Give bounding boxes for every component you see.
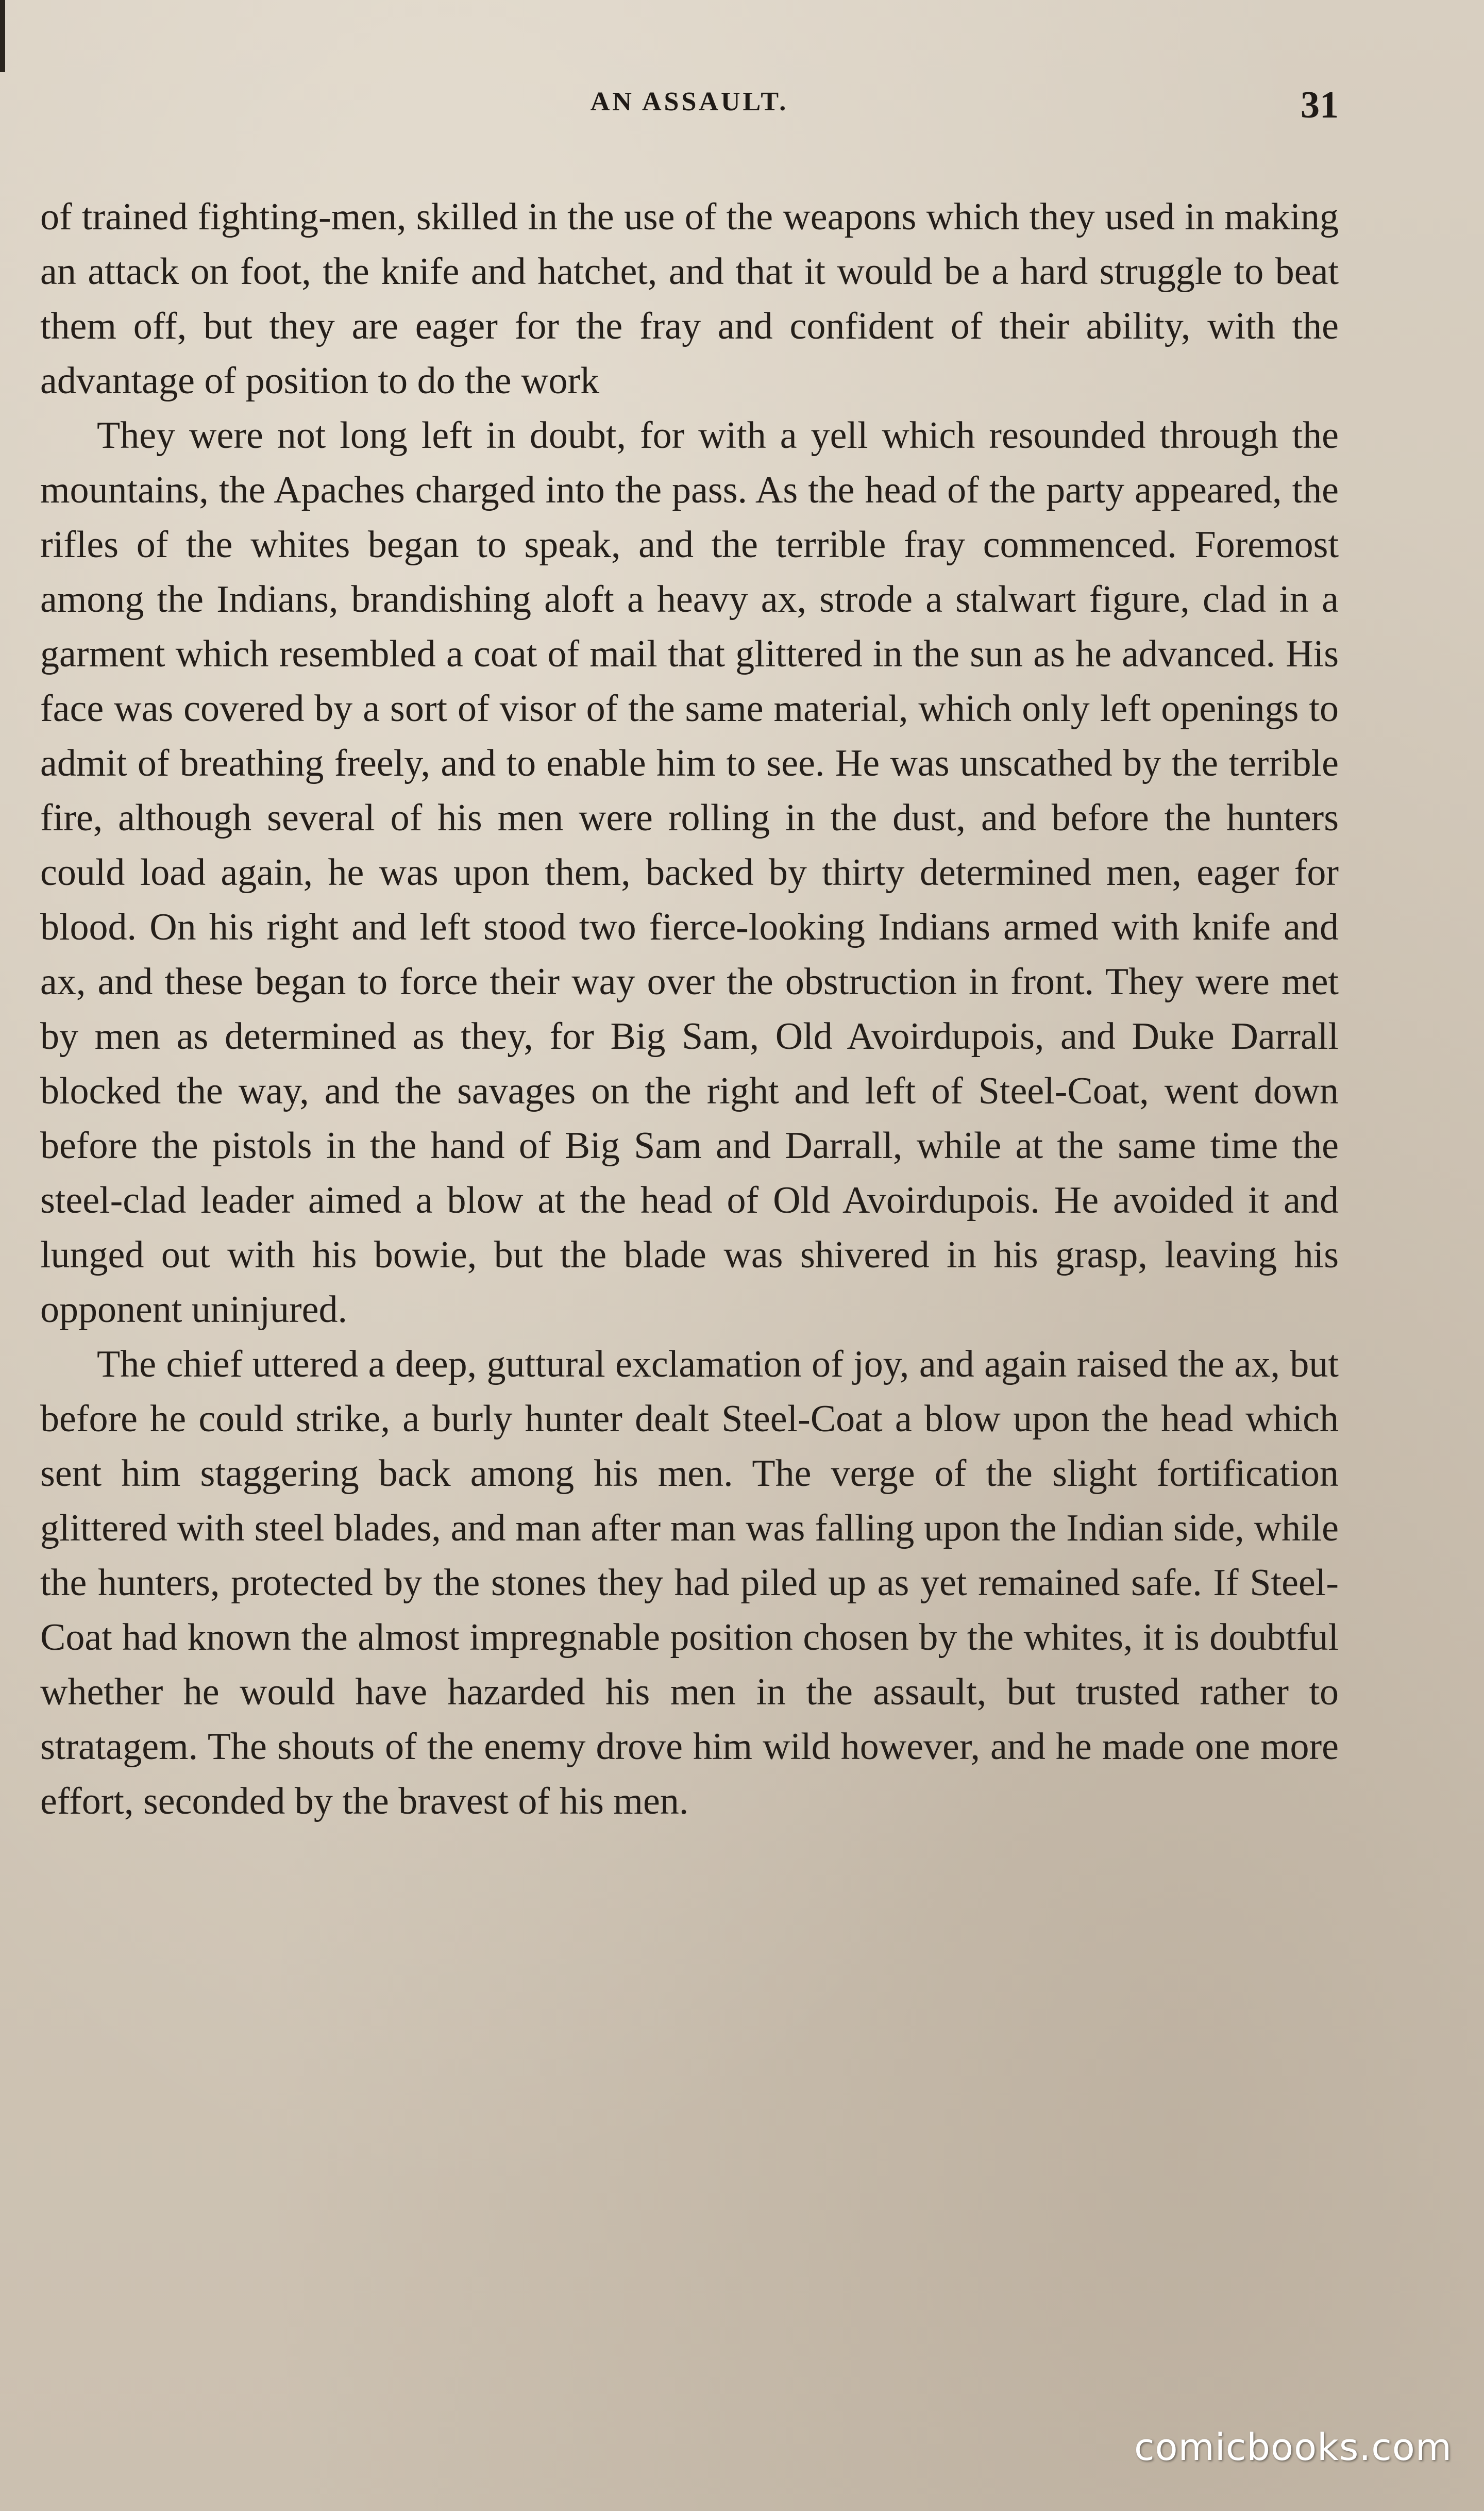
page-number: 31	[1301, 84, 1339, 126]
body-text	[40, 190, 1339, 1829]
paragraph-1: of trained fighting-men, skilled in the use of the weapons which they used in making an attack on foot, the knife and hatchet, and that it would be a hard struggle to beat them off, but they are eager for the fray and confident of their ability, with the advantage of position to do the work	[40, 196, 1339, 402]
site-watermark: comicbooks.com	[1134, 2425, 1452, 2469]
page-edge-shadow	[0, 0, 5, 72]
running-head: AN ASSAULT.	[590, 87, 789, 116]
paragraph-3: The chief uttered a deep, guttural exclamation of joy, and again raised the ax, but before he could strike, a burly hunter dealt Steel-Coat a blow upon the head which sent him staggering back among his men. The verge of the slight fortification glittered with steel blades, and man after man was falling upon the Indian side, while the hunters, protected by the stones they had piled up as yet remained safe. If Steel-Coat had known the almost impregnable position chosen by the whites, it is doubtful whether he would have hazarded his men in the assault, but trusted rather to stratagem. The shouts of the enemy drove him wild however, and he made one more effort, seconded by the bravest of his men.	[40, 1343, 1339, 1822]
paragraph-2: They were not long left in doubt, for with a yell which resounded through the mountains, the Apaches charged into the pass. As the head of the party appeared, the rifles of the whites began to speak, and the terrible fray commenced. Foremost among the Indians, brandishing aloft a heavy ax, strode a stalwart figure, clad in a garment which resembled a coat of mail that glittered in the sun as he advanced. His face was covered by a sort of visor of the same material, which only left openings to admit of breathing freely, and to enable him to see. He was unscathed by the terrible fire, although several of his men were rolling in the dust, and before the hunters could load again, he was upon them, backed by thirty determined men, eager for blood. On his right and left stood two fierce-looking Indians armed with knife and ax, and these began to force their way over the obstruction in front. They were met by men as determined as they, for Big Sam, Old Avoirdupois, and Duke Darrall blocked the way, and the savages on the right and left of Steel-Coat, went down before the pistols in the hand of Big Sam and Darrall, while at the same time the steel-clad leader aimed a blow at the head of Old Avoirdupois. He avoided it and lunged out with his bowie, but the blade was shivered in his grasp, leaving his opponent uninjured.	[40, 414, 1339, 1331]
page-header	[40, 84, 1339, 133]
